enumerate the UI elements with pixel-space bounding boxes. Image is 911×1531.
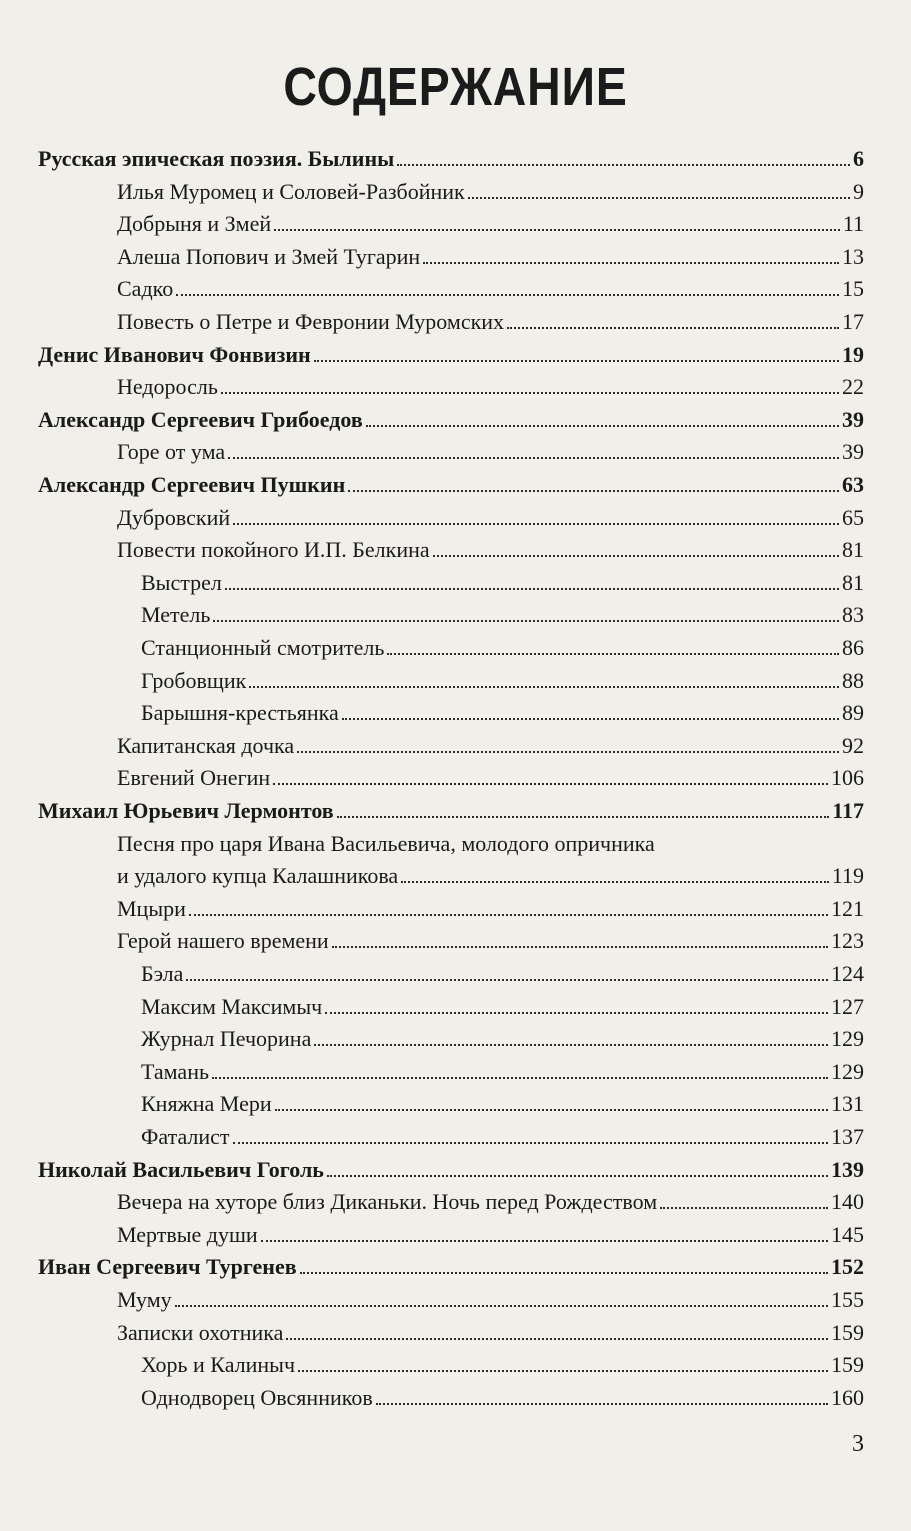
dot-leader	[261, 1239, 828, 1242]
dot-leader	[337, 815, 830, 818]
toc-entry-page: 65	[842, 504, 864, 530]
toc-entry	[141, 1118, 864, 1150]
toc-entry-title: Алеша Попович и Змей Тугарин	[117, 243, 421, 269]
toc-entry-page: 124	[831, 961, 864, 986]
toc-entry	[117, 205, 864, 237]
toc-entry-page: 39	[842, 406, 864, 432]
toc-entry	[38, 792, 864, 824]
toc-entry-page: 121	[831, 895, 864, 921]
toc-entry	[117, 727, 864, 759]
toc-entry-title: Записки охотника	[117, 1319, 284, 1345]
toc-entry	[38, 336, 864, 368]
toc-entry-page: 127	[831, 993, 864, 1019]
toc-entry-title: Русская эпическая поэзия. Былины	[38, 146, 395, 171]
dot-leader	[297, 750, 839, 753]
dot-leader	[221, 391, 839, 394]
toc-entry	[141, 1020, 864, 1052]
toc-entry-title: Мцыри	[117, 895, 186, 921]
toc-entry-title: Метель	[141, 602, 211, 628]
dot-leader	[212, 1076, 828, 1079]
toc-entry	[141, 596, 864, 628]
toc-entry-page: 9	[853, 178, 864, 204]
dot-leader	[228, 456, 839, 459]
toc-entry	[117, 1183, 864, 1215]
toc-entry	[141, 1346, 864, 1378]
toc-entry	[141, 1053, 864, 1085]
dot-leader	[233, 1141, 828, 1144]
dot-leader	[314, 359, 839, 362]
dot-leader	[300, 1271, 828, 1274]
dot-leader	[376, 1402, 828, 1405]
dot-leader	[213, 619, 839, 622]
dot-leader	[175, 1304, 828, 1307]
toc-entry	[117, 1281, 864, 1313]
toc-entry-title: Фаталист	[141, 1124, 230, 1149]
toc-entry-page: 152	[831, 1254, 864, 1280]
toc-entry	[141, 988, 864, 1020]
toc-entry-title: Николай Васильевич Гоголь	[38, 1156, 324, 1182]
toc-entry-title: Вечера на хуторе близ Диканьки. Ночь перед Рождеством	[117, 1189, 658, 1215]
toc-entry	[117, 531, 864, 563]
toc-entry-title: Выстрел	[141, 569, 222, 595]
toc-entry-title: Муму	[117, 1287, 172, 1312]
toc-entry-title: Песня про царя Ивана Васильевича, молодого опричника	[117, 830, 655, 856]
toc-entry-title: Гробовщик	[141, 667, 247, 693]
dot-leader	[468, 196, 850, 199]
toc-entry-title: Горе от ума	[117, 439, 226, 465]
dot-leader	[249, 685, 839, 688]
toc-entry-title: Капитанская дочка	[117, 732, 295, 758]
dot-leader	[332, 945, 828, 948]
toc-entry-title: Добрыня и Змей	[117, 211, 272, 237]
toc-entry	[38, 140, 864, 172]
dot-leader	[397, 163, 850, 166]
toc-entry	[117, 1314, 864, 1346]
toc-entry-title: Станционный смотритель	[141, 635, 385, 660]
dot-leader	[186, 978, 828, 981]
toc-entry-page: 63	[842, 472, 864, 497]
toc-entry-page: 123	[831, 928, 864, 954]
toc-entry-title: Александр Сергеевич Грибоедов	[38, 406, 363, 432]
toc-entry	[141, 955, 864, 987]
toc-entry-title: Повесть о Петре и Февронии Муромских	[117, 309, 505, 334]
toc-entry-page: 11	[842, 211, 864, 237]
toc-entry	[141, 1085, 864, 1117]
toc-entry	[117, 857, 864, 889]
dot-leader	[225, 587, 839, 590]
toc-entry-title: и удалого купца Калашникова	[117, 863, 399, 889]
toc-entry-page: 137	[831, 1124, 864, 1149]
dot-leader	[275, 1108, 828, 1111]
toc-entry-page: 140	[831, 1189, 864, 1215]
toc-entry	[117, 270, 864, 302]
toc-entry-title: Мертвые души	[117, 1221, 258, 1247]
dot-leader	[325, 1011, 828, 1014]
dot-leader	[507, 326, 839, 329]
page-title: СОДЕРЖАНИЕ	[283, 57, 628, 117]
page-number: 3	[852, 1431, 864, 1457]
toc-entry	[117, 303, 864, 335]
toc-entry-title: Максим Максимыч	[141, 993, 323, 1019]
dot-leader	[176, 293, 839, 296]
toc-entry-page: 119	[831, 863, 864, 889]
toc-entry-page: 139	[831, 1156, 864, 1182]
toc-entry-page: 129	[831, 1058, 864, 1084]
toc-entry	[117, 922, 864, 954]
toc-entry-title: Княжна Мери	[141, 1091, 272, 1117]
toc-entry-title: Михаил Юрьевич Лермонтов	[38, 798, 334, 823]
toc-entry-title: Барышня-крестьянка	[141, 700, 339, 726]
toc-entry	[141, 1379, 864, 1411]
toc-entry-title: Герой нашего времени	[117, 928, 329, 954]
toc-entry-page: 155	[831, 1287, 864, 1312]
toc-entry	[117, 759, 864, 791]
toc-entry	[38, 466, 864, 498]
toc-entry	[117, 433, 864, 465]
toc-entry	[38, 1248, 864, 1280]
toc-entry-title: Однодворец Овсянников	[141, 1384, 373, 1410]
toc-entry-page: 160	[831, 1384, 864, 1410]
toc-entry	[38, 401, 864, 433]
toc-entry	[117, 890, 864, 922]
toc-entry-page: 159	[831, 1319, 864, 1345]
toc-entry-page: 106	[831, 765, 864, 791]
dot-leader	[274, 228, 840, 231]
dot-leader	[348, 489, 839, 492]
toc-entry-title: Садко	[117, 276, 174, 302]
dot-leader	[366, 424, 839, 427]
toc-entry-title: Повести покойного И.П. Белкина	[117, 537, 430, 563]
dot-leader	[401, 880, 829, 883]
toc-entry-page: 129	[831, 1026, 864, 1052]
dot-leader	[286, 1337, 828, 1340]
toc-entry-page: 13	[842, 243, 864, 269]
toc-entry-page: 15	[842, 276, 864, 302]
dot-leader	[660, 1206, 828, 1209]
toc-entry	[117, 825, 864, 857]
toc-entry	[117, 499, 864, 531]
toc-entry-page: 131	[831, 1091, 864, 1117]
dot-leader	[327, 1174, 828, 1177]
toc-entry-title: Журнал Печорина	[141, 1026, 312, 1052]
toc-entry-title: Денис Иванович Фонвизин	[38, 341, 311, 367]
dot-leader	[233, 522, 839, 525]
toc-entry-title: Иван Сергеевич Тургенев	[38, 1254, 297, 1280]
toc-entry-page: 19	[842, 341, 864, 367]
toc-entry	[141, 629, 864, 661]
toc-entry	[117, 173, 864, 205]
toc-entry-page: 17	[842, 309, 864, 334]
toc-entry-page: 81	[842, 537, 864, 563]
toc-entry-page: 117	[832, 798, 864, 823]
toc-entry-page: 159	[831, 1352, 864, 1378]
dot-leader	[387, 652, 839, 655]
toc-entry	[117, 1216, 864, 1248]
toc-entry-page: 92	[842, 732, 864, 758]
toc-entry-title: Дубровский	[117, 504, 231, 530]
toc-entry-page: 6	[853, 146, 864, 171]
toc-entry-page: 88	[842, 667, 864, 693]
toc-entry-title: Евгений Онегин	[117, 765, 271, 791]
toc-entry	[141, 662, 864, 694]
toc-entry-page: 22	[842, 374, 864, 400]
toc-entry-title: Недоросль	[117, 374, 218, 400]
toc-entry-page: 81	[842, 569, 864, 595]
toc-entry-page: 145	[831, 1221, 864, 1247]
toc-entry-title: Илья Муромец и Соловей-Разбойник	[117, 178, 465, 204]
dot-leader	[273, 782, 828, 785]
toc-entry	[38, 1151, 864, 1183]
toc-entry-title: Александр Сергеевич Пушкин	[38, 472, 346, 497]
toc-entry-page: 83	[842, 602, 864, 628]
toc-entry-title: Хорь и Калиныч	[141, 1352, 296, 1378]
toc-entry	[141, 694, 864, 726]
dot-leader	[423, 261, 839, 264]
toc-entry-page: 89	[842, 700, 864, 726]
dot-leader	[189, 913, 828, 916]
toc-entry-title: Бэла	[141, 961, 184, 986]
dot-leader	[314, 1043, 828, 1046]
toc-entry	[117, 238, 864, 270]
dot-leader	[298, 1369, 828, 1372]
dot-leader	[342, 717, 839, 720]
toc-entry	[117, 368, 864, 400]
toc-entry-page: 39	[842, 439, 864, 465]
toc-entry-title: Тамань	[141, 1058, 209, 1084]
toc-entry-page: 86	[842, 635, 864, 660]
toc-entry	[141, 564, 864, 596]
dot-leader	[433, 554, 839, 557]
